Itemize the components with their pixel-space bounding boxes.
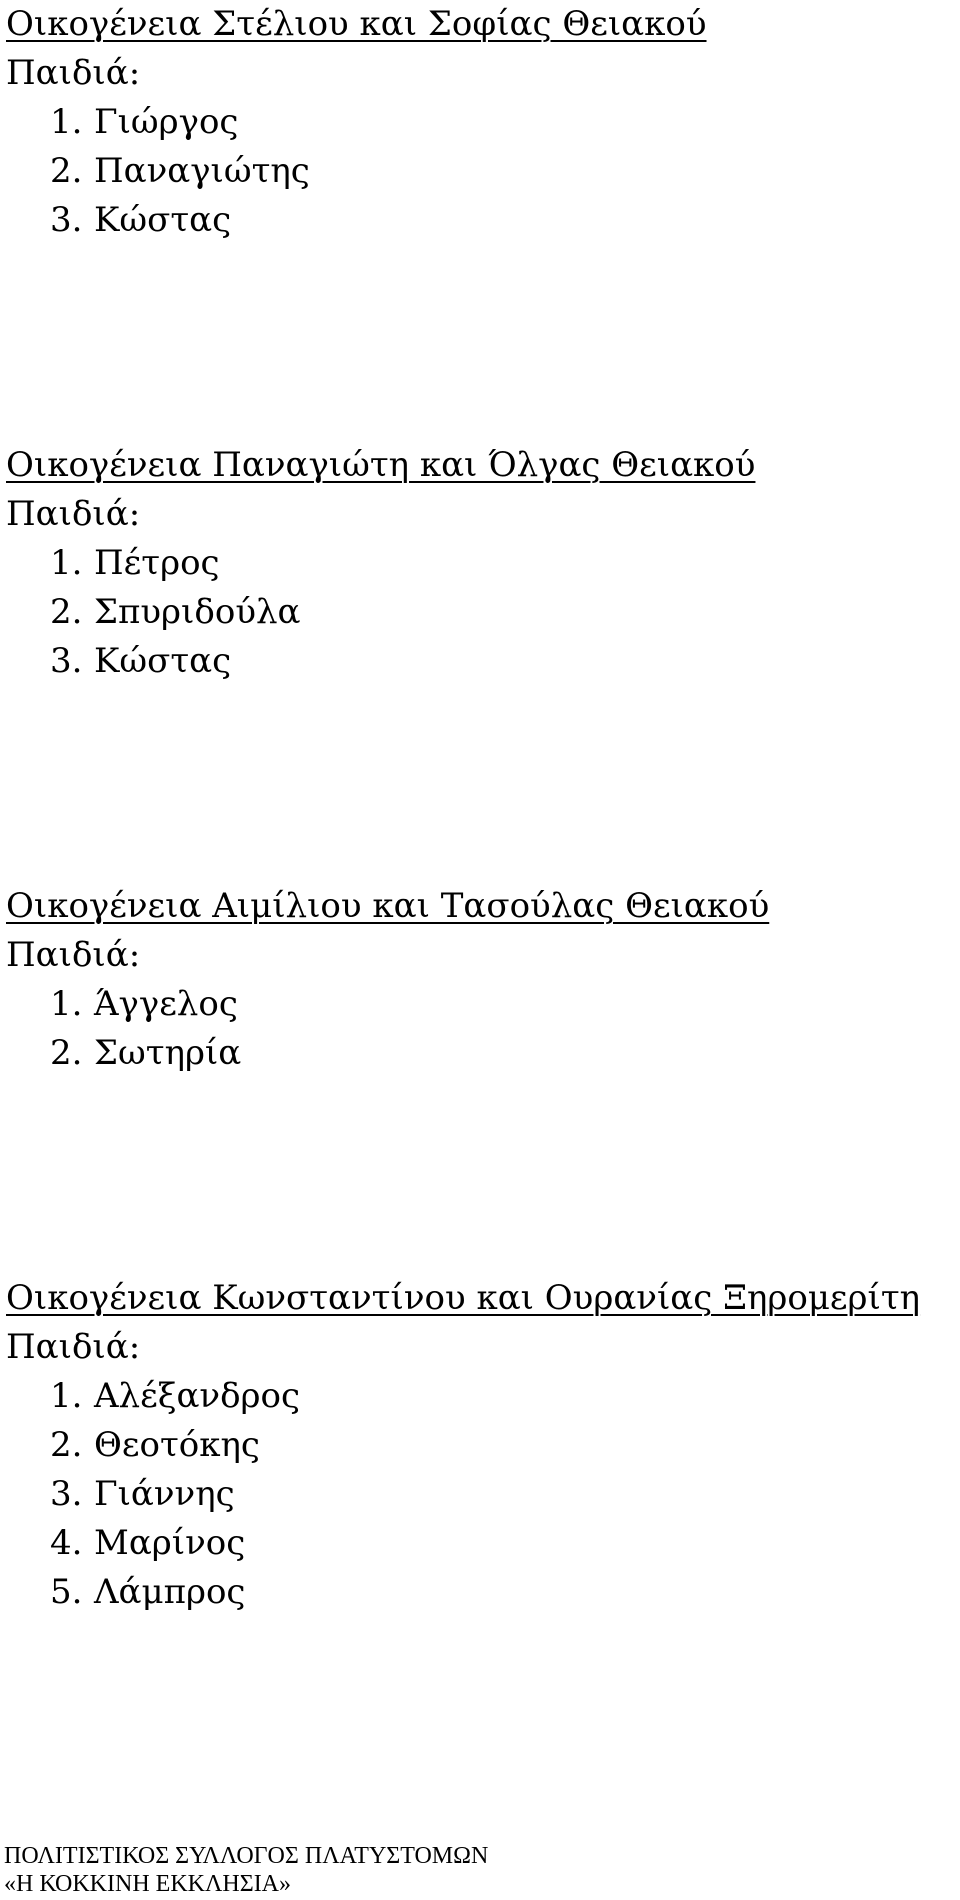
child-item (6, 637, 755, 686)
child-name: Θεοτόκης (94, 1425, 260, 1465)
child-name: Άγγελος (94, 984, 238, 1024)
child-number: 2. (50, 1033, 83, 1073)
family-section (6, 0, 707, 245)
family-title: Οικογένεια Στέλιου και Σοφίας Θειακού (6, 4, 707, 44)
child-number: 1. (50, 102, 83, 142)
children-list (6, 98, 707, 245)
child-name: Γιάννης (94, 1474, 235, 1514)
child-number: 3. (50, 200, 83, 240)
child-number: 1. (50, 543, 83, 583)
page-footer (4, 1842, 488, 1898)
children-label: Παιδιά: (6, 935, 141, 975)
family-title: Οικογένεια Αιμίλιου και Τασούλας Θειακού (6, 886, 770, 926)
child-number: 5. (50, 1572, 83, 1612)
children-list (6, 539, 755, 686)
child-item (6, 588, 755, 637)
child-number: 3. (50, 641, 83, 681)
family-section (6, 441, 755, 686)
child-number: 3. (50, 1474, 83, 1514)
child-item (6, 1029, 769, 1078)
children-label: Παιδιά: (6, 1327, 141, 1367)
children-label: Παιδιά: (6, 494, 141, 534)
child-item (6, 98, 707, 147)
child-name: Παναγιώτης (94, 151, 310, 191)
child-number: 2. (50, 151, 83, 191)
child-item (6, 1470, 920, 1519)
children-list (6, 980, 769, 1078)
child-item (6, 1568, 920, 1617)
child-item (6, 539, 755, 588)
child-name: Πέτρος (94, 543, 220, 583)
child-name: Σωτηρία (94, 1033, 242, 1073)
footer-association-subtitle: «Η ΚΟΚΚΙΝΗ ΕΚΚΛΗΣΙΑ» (4, 1871, 292, 1897)
child-item (6, 196, 707, 245)
child-number: 4. (50, 1523, 83, 1563)
child-number: 2. (50, 592, 83, 632)
children-list (6, 1372, 920, 1617)
child-item (6, 1519, 920, 1568)
children-label: Παιδιά: (6, 53, 141, 93)
child-name: Κώστας (94, 200, 232, 240)
child-name: Μαρίνος (94, 1523, 246, 1563)
child-name: Κώστας (94, 641, 232, 681)
child-item (6, 147, 707, 196)
family-title: Οικογένεια Κωνσταντίνου και Ουρανίας Ξηρομερίτη (6, 1278, 921, 1318)
child-name: Γιώργος (94, 102, 239, 142)
family-section (6, 882, 769, 1078)
footer-association-name: ΠΟΛΙΤΙΣΤΙΚΟΣ ΣΥΛΛΟΓΟΣ ΠΛΑΤΥΣΤΟΜΩΝ (4, 1843, 489, 1869)
child-name: Σπυριδούλα (94, 592, 301, 632)
child-name: Αλέξανδρος (94, 1376, 301, 1416)
child-item (6, 1421, 920, 1470)
family-section (6, 1274, 920, 1617)
child-name: Λάμπρος (94, 1572, 246, 1612)
child-number: 2. (50, 1425, 83, 1465)
child-item (6, 1372, 920, 1421)
child-item (6, 980, 769, 1029)
child-number: 1. (50, 984, 83, 1024)
family-title: Οικογένεια Παναγιώτη και Όλγας Θειακού (6, 445, 756, 485)
child-number: 1. (50, 1376, 83, 1416)
